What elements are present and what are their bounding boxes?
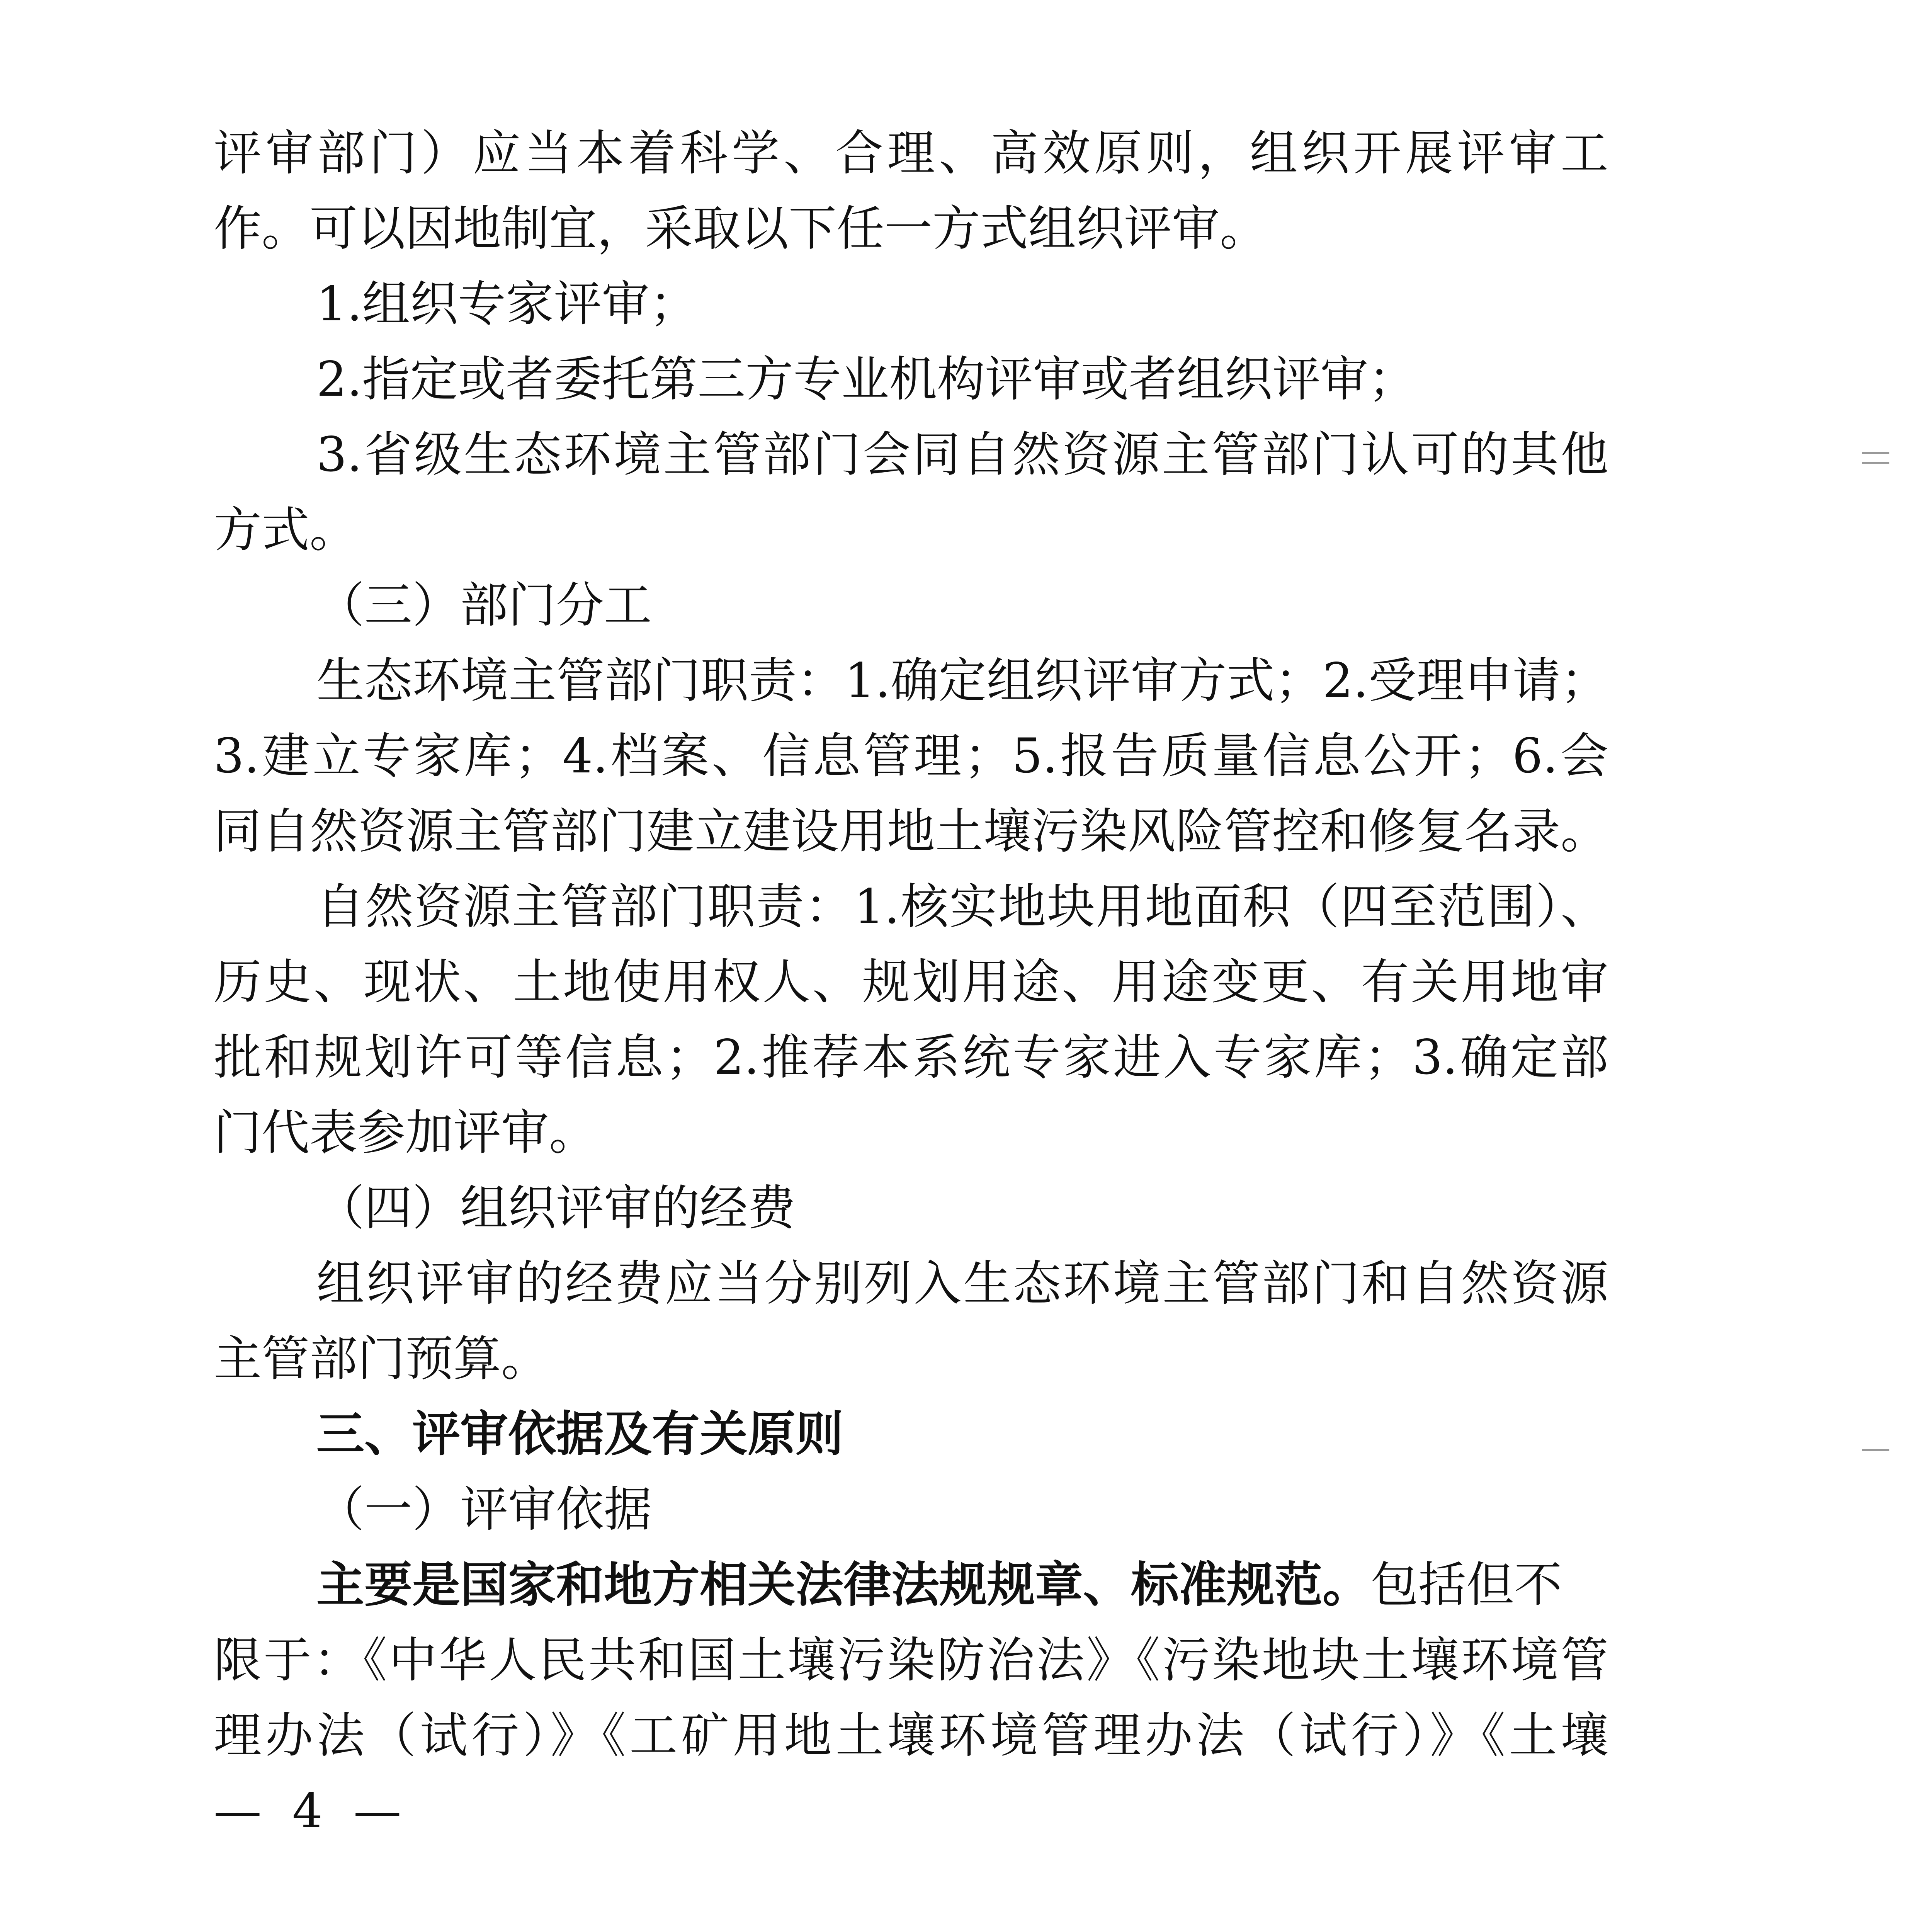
body-text: 包括但不 <box>1370 1557 1562 1613</box>
list-item: 3.省级生态环境主管部门会同自然资源主管部门认可的其他 <box>316 427 1608 483</box>
body-text-line: 同自然资源主管部门建立建设用地土壤污染风险管控和修复名录。 <box>214 804 1608 859</box>
body-text-line: 方式。 <box>214 502 358 558</box>
section-heading: （一）评审依据 <box>316 1482 652 1537</box>
body-text-line: 主管部门预算。 <box>214 1331 549 1387</box>
body-text-line: 理办法（试行）》《工矿用地土壤环境管理办法（试行）》《土壤 <box>214 1708 1608 1764</box>
body-text-line: 限于：《中华人民共和国土壤污染防治法》《污染地块土壤环境管 <box>214 1633 1608 1688</box>
page-number: — 4 — <box>214 1783 409 1839</box>
scan-mark <box>1862 452 1889 454</box>
body-text-line: 3.建立专家库；4.档案、信息管理；5.报告质量信息公开；6.会 <box>214 728 1608 784</box>
body-text-line: 作。可以因地制宜，采取以下任一方式组织评审。 <box>214 201 1268 257</box>
section-heading: （四）组织评审的经费 <box>316 1180 796 1236</box>
list-item: 2.指定或者委托第三方专业机构评审或者组织评审； <box>316 352 1416 407</box>
section-heading: （三）部门分工 <box>316 578 652 633</box>
body-text-line: 批和规划许可等信息；2.推荐本系统专家进入专家库；3.确定部 <box>214 1030 1608 1085</box>
body-text-line: 评审部门）应当本着科学、合理、高效原则，组织开展评审工 <box>214 126 1608 181</box>
list-item: 1.组织专家评审； <box>316 276 698 332</box>
body-text-line: 历史、现状、土地使用权人、规划用途、用途变更、有关用地审 <box>214 954 1608 1010</box>
chapter-heading: 三、评审依据及有关原则 <box>316 1406 844 1462</box>
scan-mark <box>1862 462 1889 464</box>
body-text-line: 组织评审的经费应当分别列入生态环境主管部门和自然资源 <box>316 1256 1608 1311</box>
scan-mark <box>1862 1449 1889 1451</box>
body-text-line <box>316 1548 1608 1623</box>
bold-lead-text: 主要是国家和地方相关法律法规规章、标准规范。 <box>316 1557 1371 1613</box>
body-text-line: 生态环境主管部门职责：1.确定组织评审方式；2.受理申请； <box>316 653 1608 709</box>
body-text-line: 门代表参加评审。 <box>214 1105 597 1161</box>
body-text-line: 自然资源主管部门职责：1.核实地块用地面积（四至范围）、 <box>316 879 1608 935</box>
